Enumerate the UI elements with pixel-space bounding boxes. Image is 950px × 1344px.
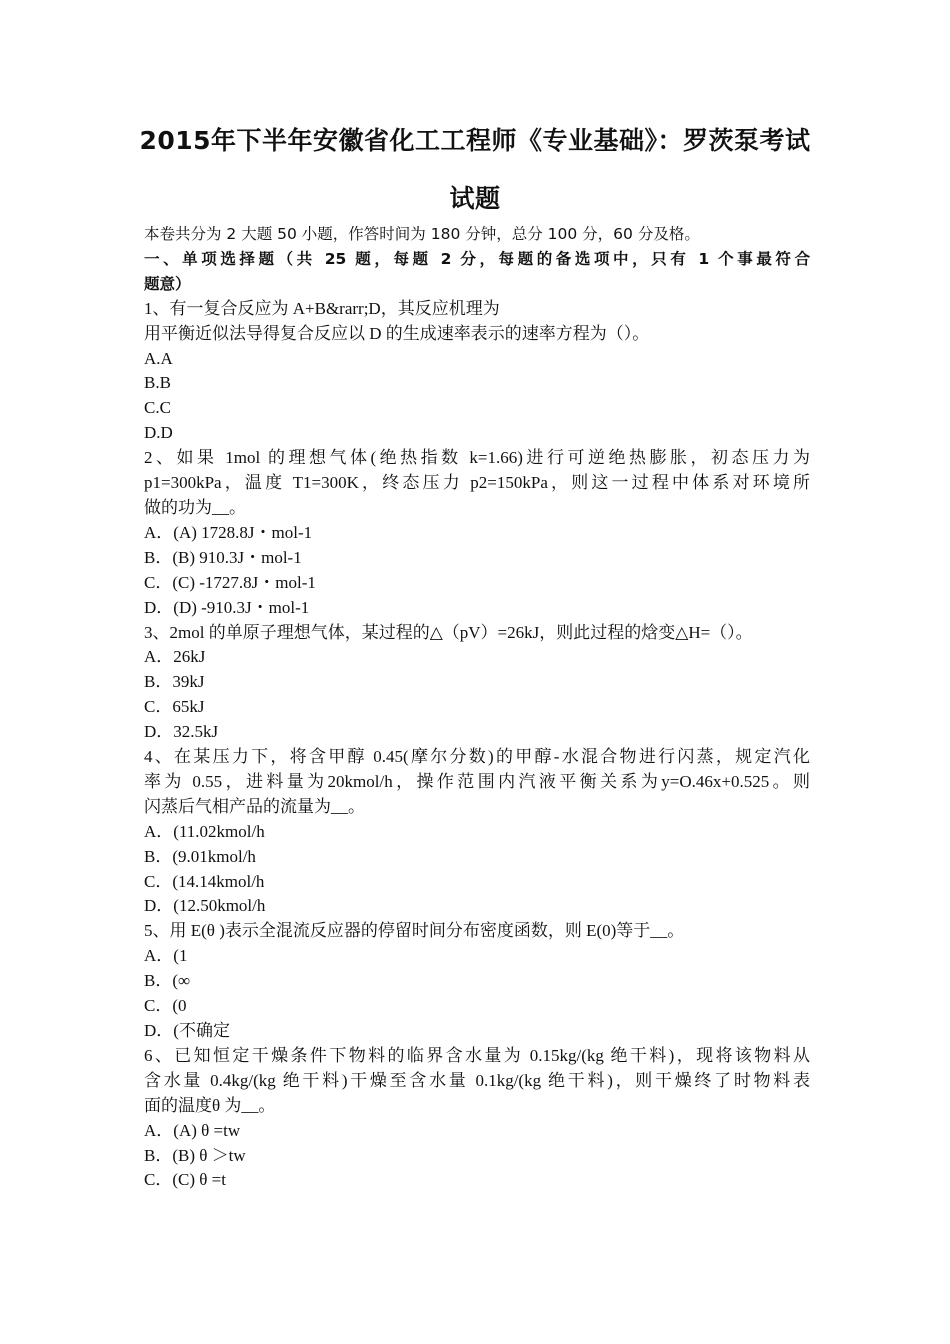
title-line-1: 2015年下半年安徽省化工工程师《专业基础》：罗茨泵考试 — [139, 126, 811, 155]
exam-intro: 本卷共分为 2 大题 50 小题，作答时间为 180 分钟，总分 100 分，60 分及格。 — [144, 225, 700, 243]
answer-option: D.D — [144, 423, 173, 443]
answer-option: B．(B) 910.3J・mol-1 — [144, 547, 302, 567]
question-stem-line: 2、如果 1mol 的理想气体(绝热指数 k=1.66)进行可逆绝热膨胀，初态压力为 — [144, 448, 810, 468]
answer-option: D．(不确定 — [144, 1021, 230, 1040]
question-stem-line: 含水量 0.4kg/(kg 绝干料)干燥至含水量 0.1kg/(kg 绝干料)，则干燥终了时物料表 — [144, 1070, 810, 1090]
question-6 — [144, 1044, 810, 1193]
question-stem-line: 用平衡近似法导得复合反应以 D 的生成速率表示的速率方程为（）。 — [144, 323, 650, 343]
answer-option: C．(C) θ =t — [144, 1170, 226, 1190]
answer-option: B．(9.01kmol/h — [144, 846, 256, 866]
section-heading-line-2: 题意） — [144, 274, 191, 293]
answer-option: C．(0 — [144, 996, 187, 1016]
question-stem-line: 率为 0.55，进料量为20kmol/h，操作范围内汽液平衡关系为y=O.46x+0.525。则 — [144, 771, 810, 791]
question-2 — [144, 446, 810, 620]
answer-option: B.B — [144, 373, 171, 393]
question-stem-line: 4、在某压力下，将含甲醇 0.45(摩尔分数)的甲醇-水混合物进行闪蒸，规定汽化 — [144, 747, 810, 767]
question-stem-line: 闪蒸后气相产品的流量为__。 — [144, 796, 365, 816]
answer-option: B．39kJ — [144, 672, 205, 692]
answer-option: B．(B) θ ＞tw — [144, 1145, 246, 1165]
answer-option: A.A — [144, 348, 173, 368]
document-body — [144, 222, 810, 1193]
question-stem-line: 面的温度θ 为__。 — [144, 1095, 276, 1115]
answer-option: A．(11.02kmol/h — [144, 821, 265, 841]
answer-option: D．(12.50kmol/h — [144, 896, 266, 916]
question-4 — [144, 745, 810, 919]
question-stem-line: p1=300kPa，温度 T1=300K，终态压力 p2=150kPa，则这一过程中体系对环境所 — [144, 473, 810, 493]
answer-option: B．(∞ — [144, 971, 191, 991]
question-stem-line: 3、2mol 的单原子理想气体，某过程的△（pV）=26kJ，则此过程的焓变△H=（）。 — [144, 622, 753, 642]
answer-option: C.C — [144, 398, 171, 418]
question-stem-line: 6、已知恒定干燥条件下物料的临界含水量为 0.15kg/(kg 绝干料)，现将该物料从 — [144, 1045, 810, 1065]
answer-option: C．(C) -1727.8J・mol-1 — [144, 572, 316, 592]
question-3 — [144, 621, 810, 746]
answer-option: D．(D) -910.3J・mol-1 — [144, 597, 310, 617]
answer-option: A．(A) θ =tw — [144, 1120, 241, 1140]
title-line-2: 试题 — [449, 184, 501, 213]
question-stem-line: 5、用 E(θ )表示全混流反应器的停留时间分布密度函数，则 E(0)等于__。 — [144, 921, 685, 941]
answer-option: C．(14.14kmol/h — [144, 871, 265, 891]
question-5 — [144, 919, 810, 1044]
section-heading-line-1: 一、单项选择题（共 25 题，每题 2 分，每题的备选项中，只有 1 个事最符合 — [144, 249, 810, 268]
question-1 — [144, 297, 810, 446]
answer-option: A．26kJ — [144, 647, 206, 667]
answer-option: A．(1 — [144, 946, 188, 966]
answer-option: A．(A) 1728.8J・mol-1 — [144, 522, 313, 542]
question-stem-line: 做的功为__。 — [144, 497, 246, 517]
question-stem-line: 1、有一复合反应为 A+B&rarr;D，其反应机理为 — [144, 298, 500, 318]
answer-option: D．32.5kJ — [144, 722, 219, 742]
answer-option: C．65kJ — [144, 697, 205, 717]
document-title — [120, 112, 830, 228]
